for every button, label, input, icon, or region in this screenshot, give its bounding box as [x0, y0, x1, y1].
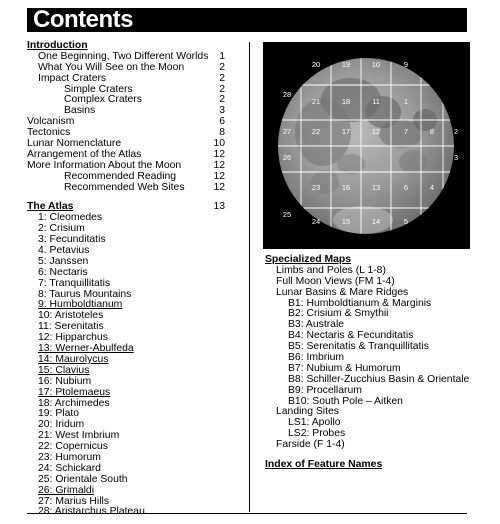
- atlas-item-label: 4. Petavius: [38, 245, 90, 257]
- map-region-label[interactable]: 28: [282, 90, 292, 99]
- atlas-item-label: 6: Nectaris: [38, 266, 88, 278]
- specialized-maps-list: [265, 266, 475, 451]
- map-region-label[interactable]: 10: [371, 60, 381, 69]
- map-region-label[interactable]: 9: [403, 60, 409, 69]
- atlas-item-label: 10: Aristoteles: [38, 310, 104, 322]
- intro-item-page: 2: [219, 83, 225, 95]
- atlas-item-label: 5: Janssen: [38, 255, 89, 267]
- map-region-label[interactable]: 18: [341, 97, 351, 106]
- map-region-label[interactable]: 26: [282, 153, 292, 162]
- specialized-item-label: Farside (F 1-4): [276, 439, 345, 451]
- specialized-item-label: B7: Nubium & Humorum: [288, 362, 401, 374]
- map-region-label[interactable]: 2: [453, 127, 459, 136]
- map-region-label[interactable]: 21: [311, 97, 321, 106]
- atlas-item-label: 12: Hipparchus: [38, 332, 108, 344]
- page-title: Contents: [33, 6, 133, 33]
- moon-index-map-svg: [263, 42, 470, 249]
- map-region-label[interactable]: 17: [341, 127, 351, 136]
- introduction-heading[interactable]: Introduction: [27, 40, 88, 51]
- intro-item-label: Impact Craters: [38, 72, 107, 84]
- atlas-item-label: 24: Schickard: [38, 462, 101, 474]
- moon-index-map: [263, 42, 470, 249]
- atlas-item-label: 2: Crisium: [38, 223, 85, 235]
- introduction-list: [27, 52, 237, 194]
- intro-item-label: One Beginning, Two Different Worlds: [38, 50, 209, 62]
- intro-item-label: Basins: [64, 105, 96, 117]
- atlas-item-label: 21: West Imbrium: [38, 430, 120, 442]
- map-region-label[interactable]: 8: [429, 127, 435, 136]
- atlas-item-label: 19: Plato: [38, 408, 80, 420]
- intro-item-page: 1: [219, 50, 225, 62]
- specialized-item-label: B8: Schiller-Zucchius Basin & Orientale: [288, 373, 470, 385]
- intro-item-label: Lunar Nomenclature: [27, 138, 122, 150]
- atlas-item-label: 11: Serenitatis: [38, 321, 104, 333]
- specialized-item-label: B3: Australe: [288, 319, 345, 331]
- map-region-label[interactable]: 1: [403, 97, 409, 106]
- atlas-item-label: 28: Aristarchus Plateau: [38, 506, 145, 518]
- map-region-label[interactable]: 14: [371, 217, 381, 226]
- map-region-label[interactable]: 15: [341, 217, 351, 226]
- intro-item-page: 2: [219, 61, 225, 73]
- specialized-item-label: B2: Crisium & Smythii: [288, 308, 389, 320]
- map-region-label[interactable]: 19: [341, 60, 351, 69]
- atlas-item-label: 8: Taurus Mountains: [38, 288, 132, 300]
- map-region-label[interactable]: 5: [403, 217, 409, 226]
- intro-item-label: More Information About the Moon: [27, 159, 182, 171]
- intro-item-page: 12: [213, 148, 225, 160]
- atlas-item-label: 20: Iridum: [38, 419, 85, 431]
- map-region-label[interactable]: 7: [403, 127, 409, 136]
- intro-item-label: Complex Craters: [64, 94, 142, 106]
- title-bar: [27, 8, 467, 32]
- specialized-item-label: LS2: Probes: [288, 428, 346, 440]
- intro-item-page: 6: [219, 116, 225, 128]
- map-region-label[interactable]: 3: [453, 153, 459, 162]
- atlas-item-label: 23: Humorum: [38, 451, 101, 463]
- atlas-item-label: 7: Tranquillitatis: [38, 277, 111, 289]
- atlas-item-label: 9: Humboldtianum: [38, 299, 123, 311]
- intro-item-page: 12: [213, 170, 225, 182]
- specialized-item-label: LS1: Apollo: [288, 417, 341, 429]
- intro-item[interactable]: [27, 183, 237, 194]
- specialized-item[interactable]: [265, 440, 475, 451]
- intro-item-page: 2: [219, 72, 225, 84]
- intro-item-label: Volcanism: [27, 116, 75, 128]
- atlas-item-label: 17: Ptolemaeus: [38, 386, 111, 398]
- map-region-label[interactable]: 20: [311, 60, 321, 69]
- intro-item-label: Arrangement of the Atlas: [27, 148, 142, 160]
- specialized-item-label: B6: Imbrium: [288, 352, 345, 364]
- map-region-label[interactable]: 16: [341, 183, 351, 192]
- atlas-item-label: 22: Copernicus: [38, 441, 108, 453]
- intro-item-page: 2: [219, 94, 225, 106]
- right-column: [265, 255, 475, 471]
- specialized-item-label: B4: Nectaris & Fecunditatis: [288, 330, 414, 342]
- specialized-item-label: B10: South Pole – Aitken: [288, 395, 403, 407]
- atlas-item-label: 25: Orientale South: [38, 473, 128, 485]
- specialized-item-label: Limbs and Poles (L 1-8): [276, 264, 386, 276]
- atlas-item-label: 1: Cleomedes: [38, 212, 103, 224]
- intro-item-label: Tectonics: [27, 127, 71, 139]
- map-region-label[interactable]: 13: [371, 183, 381, 192]
- atlas-item-label: 26: Grimaldi: [38, 484, 95, 496]
- intro-item-page: 10: [213, 138, 225, 150]
- intro-item-label: Recommended Web Sites: [64, 181, 185, 193]
- intro-item-page: 12: [213, 159, 225, 171]
- intro-item-label: What You Will See on the Moon: [38, 61, 185, 73]
- left-column: [27, 41, 237, 518]
- map-region-label[interactable]: 23: [311, 183, 321, 192]
- specialized-item-label: Full Moon Views (FM 1-4): [276, 275, 395, 287]
- atlas-item-label: 15: Clavius: [38, 364, 90, 376]
- atlas-item-label: 27: Marius Hills: [38, 495, 110, 507]
- atlas-page: 13: [213, 201, 225, 213]
- map-region-label[interactable]: 6: [403, 183, 409, 192]
- atlas-item-label: 18: Archimedes: [38, 397, 110, 409]
- specialized-item-label: Lunar Basins & Mare Ridges: [276, 286, 409, 298]
- specialized-item-label: B1: Humboldtianum & Marginis: [288, 297, 432, 309]
- atlas-item-label: 13: Werner-Abulfeda: [38, 343, 134, 355]
- column-divider: [249, 42, 250, 512]
- intro-item-page: 12: [213, 181, 225, 193]
- atlas-item[interactable]: [27, 507, 237, 518]
- specialized-maps-heading[interactable]: Specialized Maps: [265, 254, 352, 265]
- intro-item-page: 3: [219, 105, 225, 117]
- intro-item[interactable]: [27, 95, 237, 106]
- intro-item-page: 8: [219, 127, 225, 139]
- intro-item-label: Recommended Reading: [64, 170, 177, 182]
- atlas-heading[interactable]: The Atlas: [27, 201, 74, 213]
- map-region-label[interactable]: 12: [371, 127, 381, 136]
- atlas-item-label: 3: Fecunditatis: [38, 234, 106, 246]
- specialized-item-label: B5: Serenitatis & Tranquillitatis: [288, 341, 429, 353]
- intro-item-label: Simple Craters: [64, 83, 133, 95]
- atlas-item-label: 14: Maurolycus: [38, 353, 109, 365]
- atlas-list: [27, 213, 237, 518]
- specialized-item-label: Landing Sites: [276, 406, 339, 418]
- map-region-label[interactable]: 24: [311, 217, 321, 226]
- map-region-label[interactable]: 11: [372, 97, 380, 106]
- atlas-item-label: 16: Nubium: [38, 375, 92, 387]
- index-heading[interactable]: Index of Feature Names: [265, 459, 383, 471]
- specialized-item-label: B9: Procellarum: [288, 384, 362, 396]
- map-region-label[interactable]: 27: [282, 127, 292, 136]
- map-region-label[interactable]: 25: [282, 210, 292, 219]
- map-region-label[interactable]: 22: [311, 127, 321, 136]
- map-region-label[interactable]: 4: [429, 183, 435, 192]
